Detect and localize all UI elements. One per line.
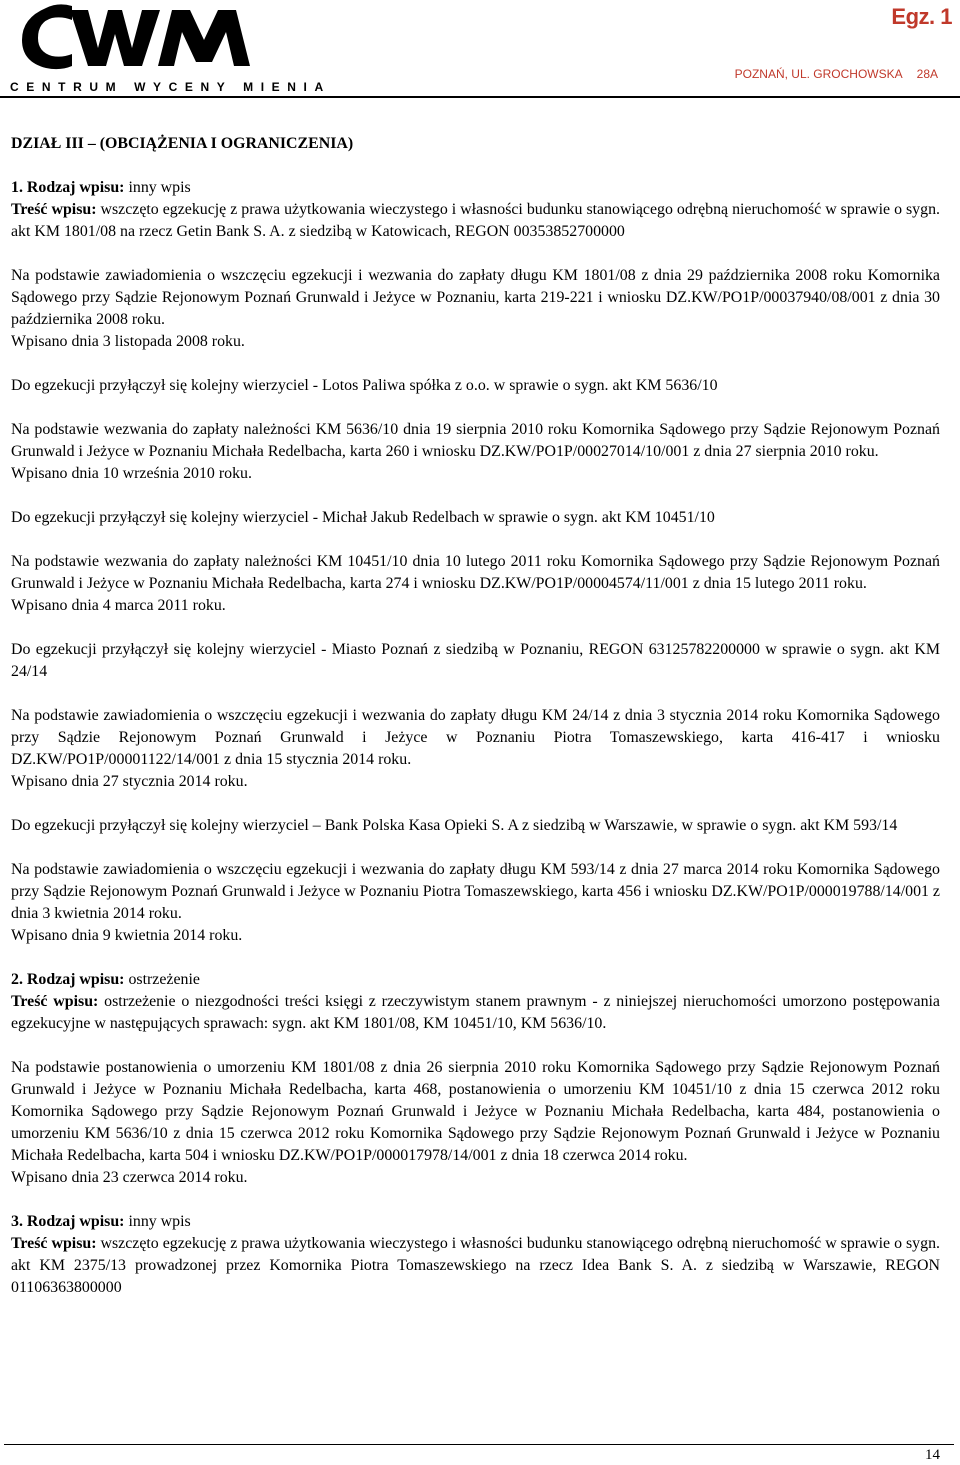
paragraph-2: Do egzekucji przyłączył się kolejny wierzyciel - Lotos Paliwa spółka z o.o. w sprawie o sygn. akt KM 5636/10 (11, 377, 718, 394)
paragraph-10: Na podstawie postanowienia o umorzeniu KM 1801/08 z dnia 26 sierpnia 2010 roku Komornika Sądowego przy Sądzie Rejonowym Poznań Grunwald i Jeżyce w Poznaniu Michała Redelbacha, karta 468, postanowienia o umorzeniu KM 10451/10 z dnia 15 czerwca 2012 roku Komornika Sądowego przy Sądzie Rejonowym Poznań Grunwald i Jeżyce w Poznaniu Michała Redelbacha, karta 484, postanowienia o umorzeniu KM 5636/10 z dnia 15 czerwca 2012 roku Komornika Sądowego przy Sądzie Rejonowym Poznań Grunwald i Jeżyce w Poznaniu Michała Redelbacha, karta 504 i wniosku DZ.KW/PO1P/000017978/14/001 z dnia 18 czerwca 2014 roku. (11, 1059, 940, 1164)
entry-2-number: 2. (11, 971, 23, 988)
document-body (11, 133, 940, 1299)
entry-3-type-value: inny wpis (124, 1213, 191, 1230)
entry-3-type (11, 1211, 940, 1233)
paragraph-5-registered: Wpisano dnia 4 marca 2011 roku. (11, 597, 226, 614)
paragraph-7-registered: Wpisano dnia 27 stycznia 2014 roku. (11, 773, 248, 790)
paragraph-4: Do egzekucji przyłączył się kolejny wierzyciel - Michał Jakub Redelbach w sprawie o sygn. akt KM 10451/10 (11, 509, 715, 526)
logo-wordmark: CENTRUM WYCENY MIENIA (10, 80, 331, 94)
entry-3-type-label: Rodzaj wpisu: (26, 1213, 125, 1230)
entry-2-type (11, 969, 940, 991)
entry-1-type-label: Rodzaj wpisu: (26, 179, 125, 196)
entry-2-type-label: Rodzaj wpisu: (26, 971, 125, 988)
header-address (735, 67, 938, 81)
entry-3-content (11, 1233, 940, 1299)
paragraph-1: Na podstawie zawiadomienia o wszczęciu egzekucji i wezwania do zapłaty długu KM 1801/08 z dnia 29 października 2008 roku Komornika Sądowego przy Sądzie Rejonowym Poznań Grunwald i Jeżyce w Poznaniu, karta 219-221 i wniosku DZ.KW/PO1P/00037940/08/001 z dnia 30 października 2008 roku. (11, 267, 940, 328)
address-street: POZNAŃ, UL. GROCHOWSKA (734, 67, 903, 81)
page-number: 14 (925, 1447, 940, 1463)
entry-1-content (11, 199, 940, 243)
paragraph-5: Na podstawie wezwania do zapłaty należności KM 10451/10 dnia 10 lutego 2011 roku Komornika Sądowego przy Sądzie Rejonowym Poznań Grunwald i Jeżyce w Poznaniu Michała Redelbacha, karta 274 i wniosku DZ.KW/PO1P/00004574/11/001 z dnia 15 lutego 2011 roku. (11, 553, 940, 592)
entry-1-content-value: wszczęto egzekucję z prawa użytkowania wieczystego i własności budunku stanowiącego odrębną nieruchomość w sprawie o sygn. akt KM 1801/08 na rzecz Getin Bank S. A. z siedzibą w Katowicach, REGON 00353852700000 (11, 201, 940, 240)
entry-1-type-value: inny wpis (124, 179, 191, 196)
section-title: DZIAŁ III – (OBCIĄŻENIA I OGRANICZENIA) (11, 135, 354, 152)
paragraph-3: Na podstawie wezwania do zapłaty należności KM 5636/10 dnia 19 sierpnia 2010 roku Komornika Sądowego przy Sądzie Rejonowym Poznań Grunwald i Jeżyce w Poznaniu Michała Redelbacha, karta 260 i wniosku DZ.KW/PO1P/00027014/10/001 z dnia 27 sierpnia 2010 roku. (11, 421, 940, 460)
header-divider (0, 96, 960, 98)
paragraph-6: Do egzekucji przyłączył się kolejny wierzyciel - Miasto Poznań z siedzibą w Poznaniu, REGON 63125782200000 w sprawie o sygn. akt KM 24/14 (11, 641, 940, 680)
paragraph-7: Na podstawie zawiadomienia o wszczęciu egzekucji i wezwania do zapłaty długu KM 24/14 z dnia 3 stycznia 2014 roku Komornika Sądowego przy Sądzie Rejonowym Poznań Grunwald i Jeżyce w Poznaniu Piotra Tomaszewskiego, karta 416-417 i wniosku DZ.KW/PO1P/00001122/14/001 z dnia 15 stycznia 2014 roku. (11, 707, 940, 768)
paragraph-3-registered: Wpisano dnia 10 września 2010 roku. (11, 465, 252, 482)
page-header (0, 0, 960, 100)
entry-3-number: 3. (11, 1213, 23, 1230)
entry-1-number: 1. (11, 179, 23, 196)
paragraph-10-registered: Wpisano dnia 23 czerwca 2014 roku. (11, 1169, 248, 1186)
entry-1-content-label: Treść wpisu: (11, 201, 97, 218)
cwm-logo-icon (8, 0, 258, 72)
entry-3-content-value: wszczęto egzekucję z prawa użytkowania wieczystego i własności budunku stanowiącego odrębną nieruchomość w sprawie o sygn. akt KM 2375/13 prowadzonej przez Komornika Piotra Tomaszewskiego na rzecz Idea Bank S. A. z siedzibą w Warszawie, REGON 01106363800000 (11, 1235, 940, 1296)
entry-2-content (11, 991, 940, 1035)
entry-2-content-label: Treść wpisu: (11, 993, 99, 1010)
entry-1-type (11, 177, 940, 199)
paragraph-1-registered: Wpisano dnia 3 listopada 2008 roku. (11, 333, 245, 350)
paragraph-9: Na podstawie zawiadomienia o wszczęciu egzekucji i wezwania do zapłaty długu KM 593/14 z dnia 27 marca 2014 roku Komornika Sądowego przy Sądzie Rejonowym Poznań Grunwald i Jeżyce w Poznaniu Piotra Tomaszewskiego, karta 456 i wniosku DZ.KW/PO1P/000019788/14/001 z dnia 3 kwietnia 2014 roku. (11, 861, 940, 922)
paragraph-8: Do egzekucji przyłączył się kolejny wierzyciel – Bank Polska Kasa Opieki S. A z siedzibą w Warszawie, w sprawie o sygn. akt KM 593/14 (11, 817, 898, 834)
entry-3-content-label: Treść wpisu: (11, 1235, 97, 1252)
entry-2-content-value: ostrzeżenie o niezgodności treści księgi z rzeczywistym stanem prawnym - z niniejszej nieruchomości umorzono postępowania egzekucyjne w następujących sprawach: sygn. akt KM 1801/08, KM 10451/10, KM 5636/10. (11, 993, 940, 1032)
entry-2-type-value: ostrzeżenie (124, 971, 200, 988)
copy-label: Egz. 1 (891, 4, 952, 29)
paragraph-9-registered: Wpisano dnia 9 kwietnia 2014 roku. (11, 927, 243, 944)
address-number: 28A (916, 67, 938, 81)
footer-divider (4, 1444, 954, 1445)
